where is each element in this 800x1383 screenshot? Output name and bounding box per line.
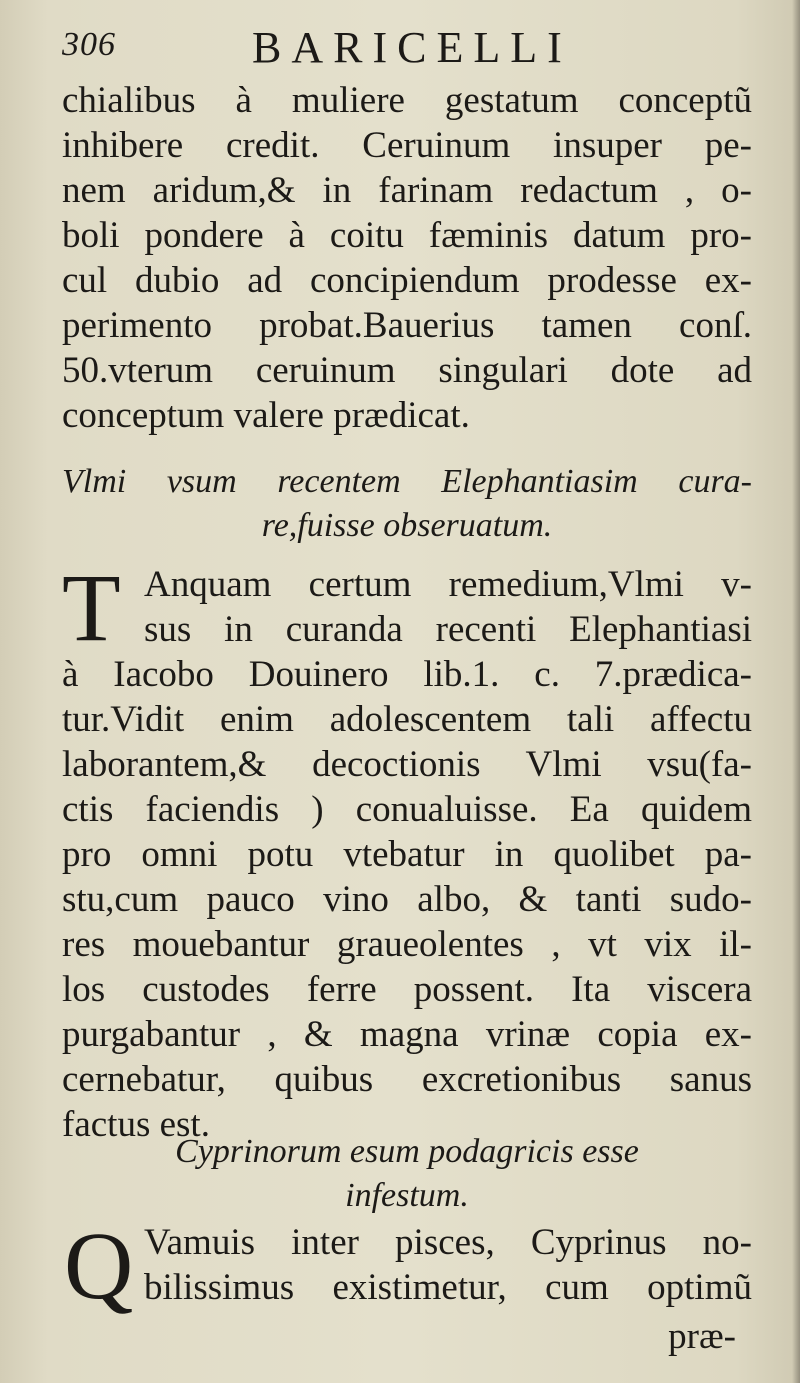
text-line: 50.vterum ceruinum singulari dote ad xyxy=(62,350,752,391)
text-line: nem aridum,& in farinam redactum , o- xyxy=(62,170,752,211)
text-line: tur.Vidit enim adolescentem tali affectu xyxy=(62,699,752,740)
text-line: cernebatur, quibus excretionibus sanus xyxy=(62,1059,752,1100)
text-line: stu,cum pauco vino albo, & tanti sudo- xyxy=(62,879,752,920)
text-line: Vamuis inter pisces, Cyprinus no- xyxy=(144,1222,752,1263)
text-line: conceptum valere prædicat. xyxy=(62,395,470,436)
text-line: inhibere credit. Ceruinum insuper pe- xyxy=(62,125,752,166)
text-line: factus est. xyxy=(62,1104,210,1145)
drop-cap-q: Q xyxy=(64,1212,134,1319)
paragraph-2 xyxy=(62,554,752,1147)
page-header xyxy=(62,22,740,72)
text-line: ctis faciendis ) conualuisse. Ea quidem xyxy=(62,789,752,830)
text-line: laborantem,& decoctionis Vlmi vsu(fa- xyxy=(62,744,752,785)
text-line: purgabantur , & magna vrinæ copia ex- xyxy=(62,1014,752,1055)
text-line: sus in curanda recenti Elephantiasi xyxy=(144,609,752,650)
text-line: cul dubio ad concipiendum prodesse ex- xyxy=(62,260,752,301)
heading-line: infestum. xyxy=(345,1177,469,1214)
heading-line: Cyprinorum esum podagricis esse xyxy=(175,1133,639,1170)
heading-line: re,fuisse obseruatum. xyxy=(261,507,553,544)
drop-cap-t: T xyxy=(62,554,121,661)
text-line: res mouebantur graueolentes , vt vix il- xyxy=(62,924,752,965)
section-heading-1 xyxy=(62,460,752,548)
text-line: los custodes ferre possent. Ita viscera xyxy=(62,969,752,1010)
text-line: chialibus à muliere gestatum conceptũ xyxy=(62,80,752,121)
paragraph-3 xyxy=(62,1212,752,1319)
page-gutter-shadow xyxy=(792,0,800,1383)
catchword: præ- xyxy=(668,1316,736,1357)
section-heading-2 xyxy=(62,1130,752,1218)
text-line: pro omni potu vtebatur in quolibet pa- xyxy=(62,834,752,875)
text-line: à Iacobo Douinero lib.1. c. 7.prædica- xyxy=(62,654,752,695)
text-line: perimento probat.Bauerius tamen conſ. xyxy=(62,305,752,346)
text-line: boli pondere à coitu fæminis datum pro- xyxy=(62,215,752,256)
text-line: bilissimus existimetur, cum optimũ xyxy=(144,1267,752,1308)
heading-line: Vlmi vsum recentem Elephantiasim cura- xyxy=(62,463,752,500)
page-number: 306 xyxy=(62,26,116,63)
running-head: BARICELLI xyxy=(252,23,572,72)
paragraph-1 xyxy=(62,78,752,438)
text-line: Anquam certum remedium,Vlmi v- xyxy=(144,564,752,605)
